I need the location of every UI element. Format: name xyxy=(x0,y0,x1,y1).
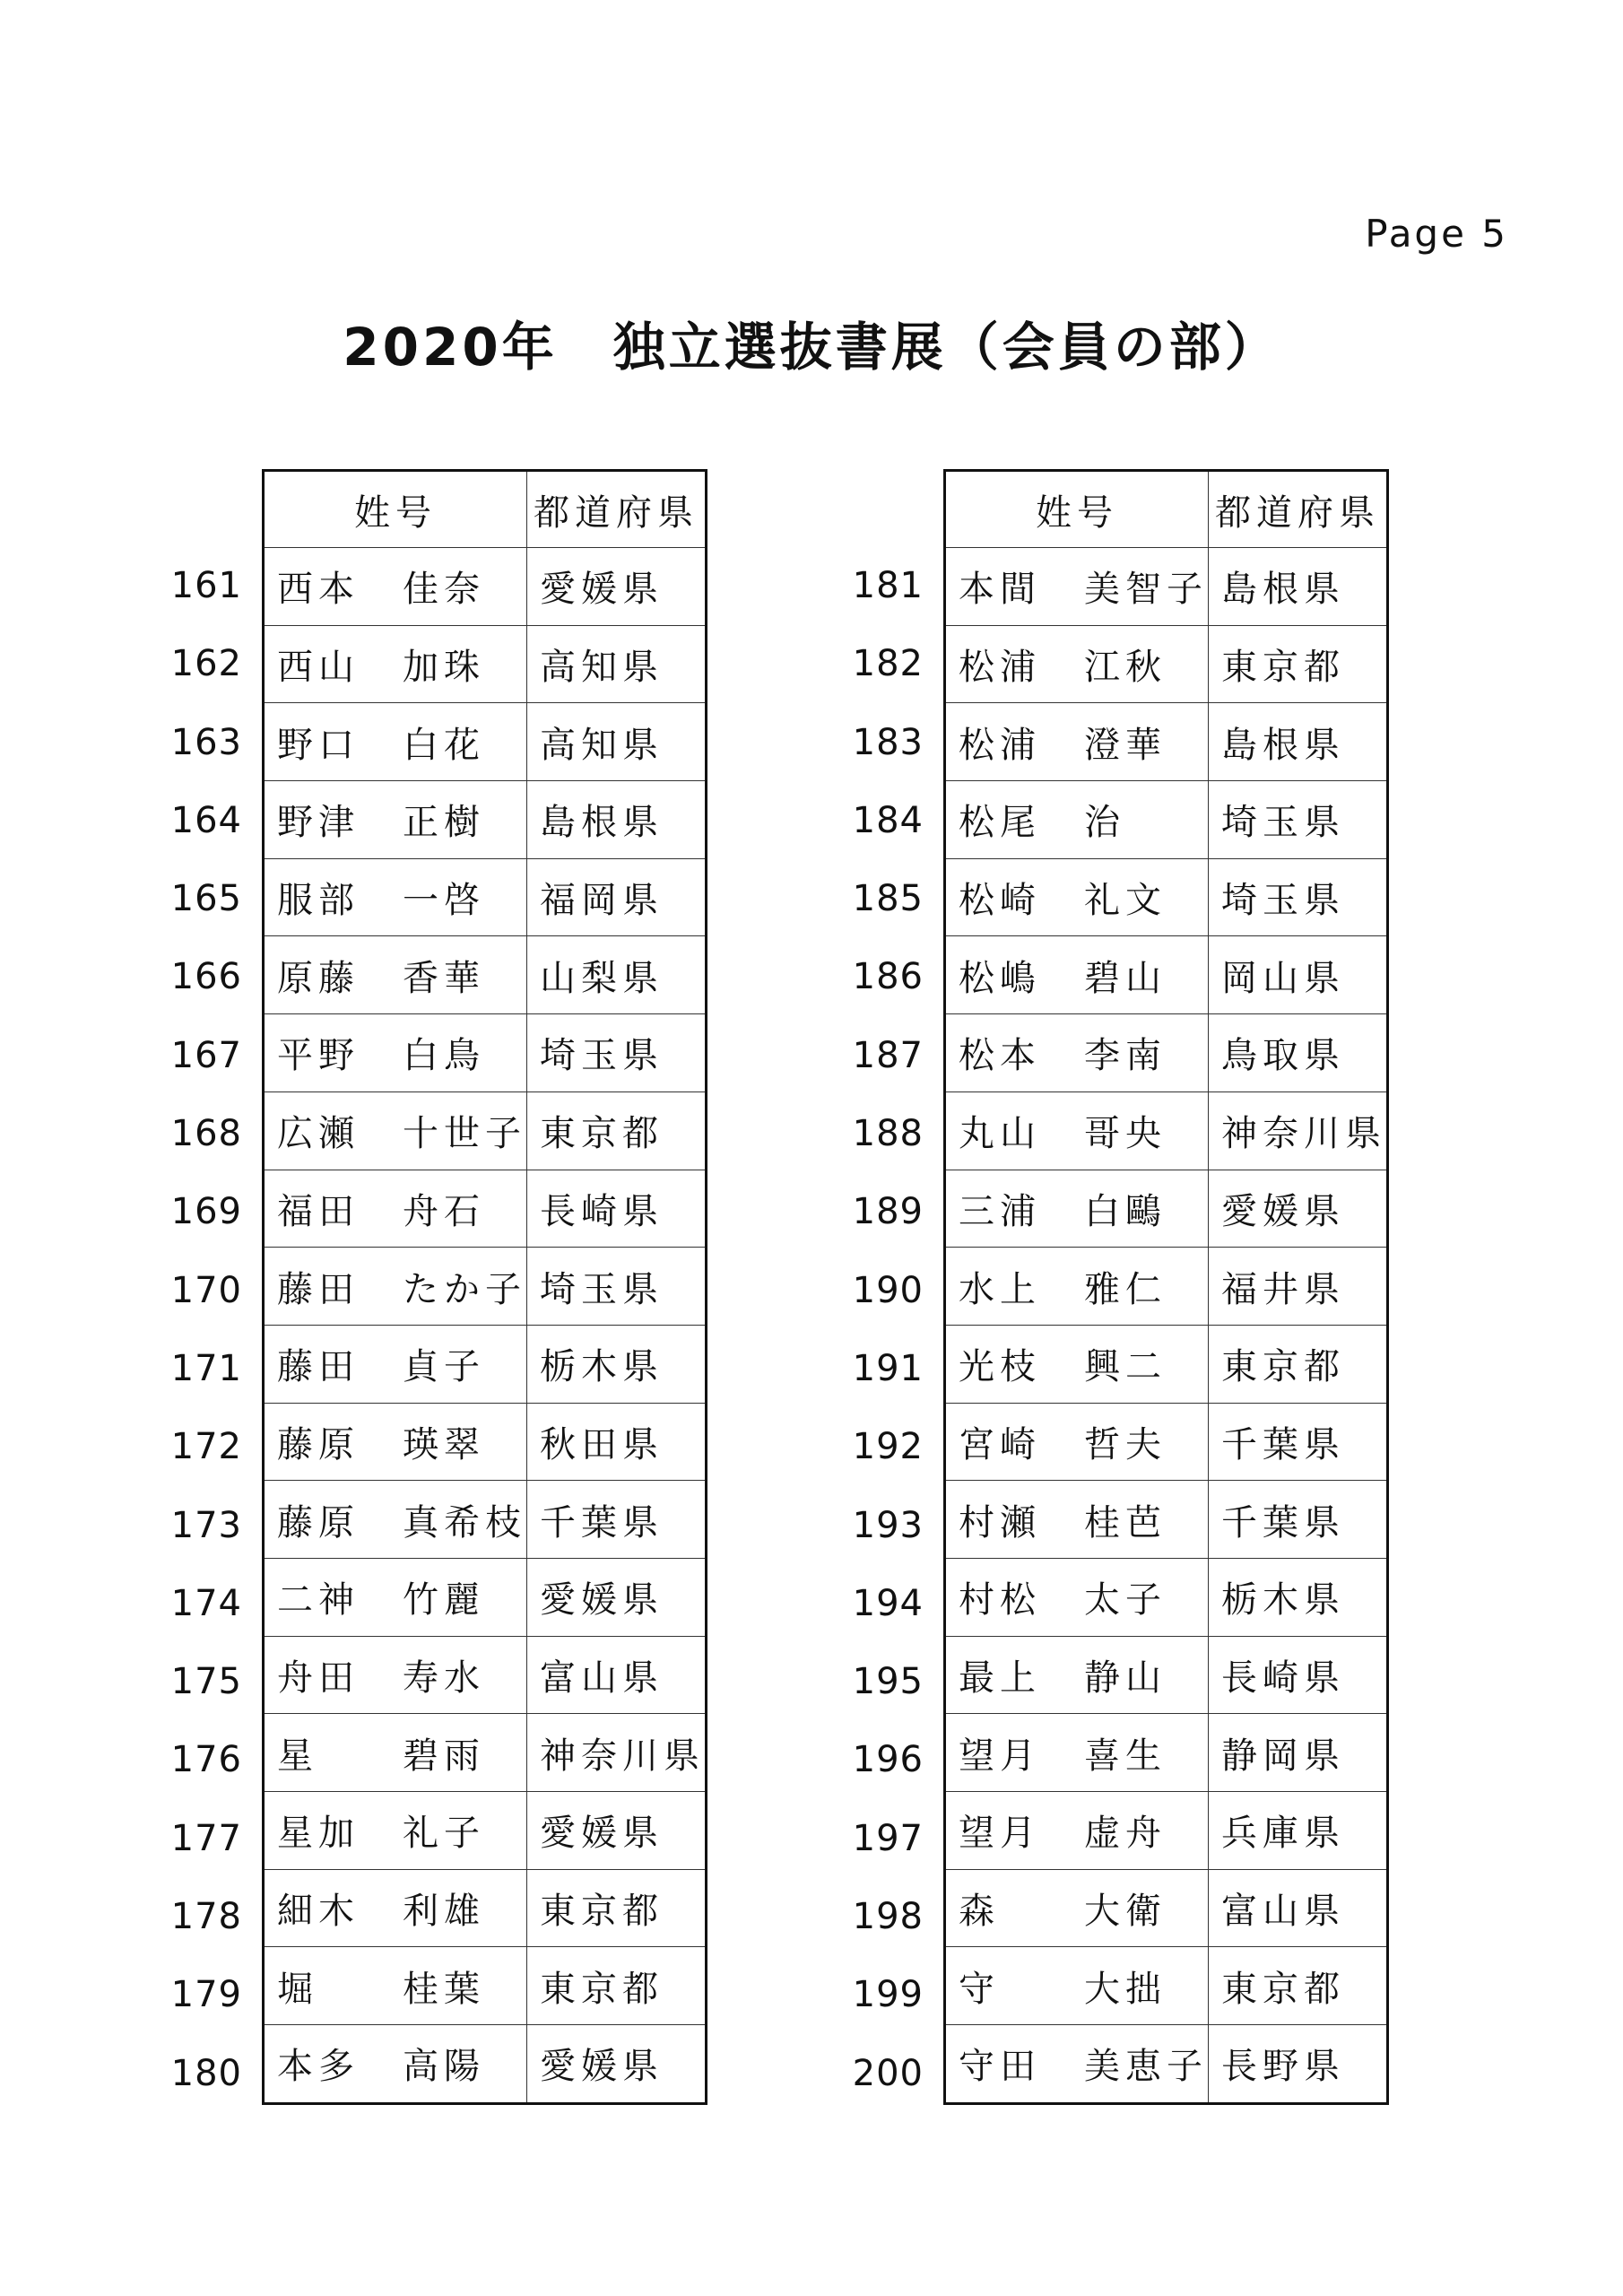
member-prefecture: 愛媛県 xyxy=(527,1792,707,1870)
member-name-cell xyxy=(264,548,527,626)
member-given-name: 李南 xyxy=(1084,1035,1167,1077)
member-name-cell xyxy=(945,858,1209,936)
table-row xyxy=(945,936,1388,1014)
entry-number: 191 xyxy=(852,1347,924,1389)
member-prefecture: 東京都 xyxy=(1209,1947,1388,2025)
member-given-name: 虚舟 xyxy=(1084,1813,1167,1855)
member-prefecture: 愛媛県 xyxy=(527,2025,707,2104)
member-given-name: 白鳥 xyxy=(403,1035,485,1077)
table-row xyxy=(945,1714,1388,1792)
table-row xyxy=(264,1170,707,1248)
entry-number: 194 xyxy=(852,1582,924,1624)
table-row xyxy=(945,703,1388,781)
entry-number: 198 xyxy=(852,1896,924,1938)
entry-number: 176 xyxy=(170,1739,242,1781)
member-name-cell xyxy=(945,1558,1209,1636)
member-surname: 細木 xyxy=(277,1891,360,1933)
table-row xyxy=(264,1014,707,1092)
member-given-name: 哥央 xyxy=(1084,1113,1167,1155)
entry-number: 165 xyxy=(170,878,242,920)
member-surname: 西本 xyxy=(277,569,360,611)
header-prefecture: 都道府県 xyxy=(527,471,707,548)
member-name-cell xyxy=(264,1091,527,1170)
header-name: 姓号 xyxy=(264,471,527,548)
member-prefecture: 埼玉県 xyxy=(1209,781,1388,859)
member-given-name: 白花 xyxy=(403,724,485,766)
member-name-cell xyxy=(264,1248,527,1326)
member-given-name: 竹麗 xyxy=(403,1579,485,1622)
member-prefecture: 東京都 xyxy=(527,1869,707,1947)
member-given-name: 喜生 xyxy=(1084,1735,1167,1777)
entry-number: 170 xyxy=(170,1269,242,1311)
member-name-cell xyxy=(264,703,527,781)
table-row xyxy=(945,1325,1388,1403)
member-given-name: 桂葉 xyxy=(403,1968,485,2010)
entry-number: 174 xyxy=(170,1582,242,1624)
member-name-cell xyxy=(264,1170,527,1248)
member-name-cell xyxy=(264,1014,527,1092)
entry-number: 177 xyxy=(170,1817,242,1859)
member-prefecture: 長崎県 xyxy=(527,1170,707,1248)
member-name-cell xyxy=(264,858,527,936)
table-row xyxy=(945,1947,1388,2025)
member-surname: 村瀬 xyxy=(959,1501,1041,1544)
member-name-cell xyxy=(945,548,1209,626)
member-surname: 藤田 xyxy=(277,1268,360,1310)
member-name-cell xyxy=(264,1558,527,1636)
table-row xyxy=(264,1947,707,2025)
header-name: 姓号 xyxy=(945,471,1209,548)
member-given-name: 澄華 xyxy=(1084,724,1167,766)
table-row xyxy=(264,1636,707,1714)
member-given-name: 寿水 xyxy=(403,1657,485,1699)
member-given-name: 利雄 xyxy=(403,1891,485,1933)
entry-number: 185 xyxy=(852,878,924,920)
member-given-name: たか子 xyxy=(403,1268,526,1310)
member-name-cell xyxy=(945,1325,1209,1403)
entry-number: 193 xyxy=(852,1504,924,1546)
member-prefecture: 福岡県 xyxy=(527,858,707,936)
member-given-name: 江秋 xyxy=(1084,647,1167,689)
entry-number: 182 xyxy=(852,643,924,685)
entry-number: 188 xyxy=(852,1113,924,1155)
member-prefecture: 富山県 xyxy=(1209,1869,1388,1947)
member-surname: 本間 xyxy=(959,569,1041,611)
member-name-cell xyxy=(945,1014,1209,1092)
table-header-row xyxy=(264,471,707,548)
member-name-cell xyxy=(264,1792,527,1870)
member-surname: 西山 xyxy=(277,647,360,689)
member-given-name: 静山 xyxy=(1084,1657,1167,1699)
member-prefecture: 栃木県 xyxy=(527,1325,707,1403)
table-row xyxy=(945,1091,1388,1170)
member-given-name: 桂芭 xyxy=(1084,1501,1167,1544)
table-row xyxy=(264,936,707,1014)
entry-number: 162 xyxy=(170,643,242,685)
member-prefecture: 神奈川県 xyxy=(527,1714,707,1792)
entry-number: 184 xyxy=(852,799,924,841)
entry-number: 172 xyxy=(170,1426,242,1468)
member-surname: 藤田 xyxy=(277,1346,360,1388)
table-header-row xyxy=(945,471,1388,548)
entry-number: 181 xyxy=(852,565,924,606)
table-row xyxy=(264,1558,707,1636)
table-row xyxy=(945,1481,1388,1559)
member-prefecture: 高知県 xyxy=(527,625,707,703)
header-prefecture: 都道府県 xyxy=(1209,471,1388,548)
member-given-name: 舟石 xyxy=(403,1190,485,1232)
table-row xyxy=(945,1792,1388,1870)
member-prefecture: 長野県 xyxy=(1209,2025,1388,2104)
table-row xyxy=(264,548,707,626)
member-surname: 森 xyxy=(959,1891,1000,1933)
table-row xyxy=(945,1636,1388,1714)
member-surname: 堀 xyxy=(277,1968,318,2010)
member-prefecture: 福井県 xyxy=(1209,1248,1388,1326)
member-surname: 宮崎 xyxy=(959,1423,1041,1465)
member-surname: 福田 xyxy=(277,1190,360,1232)
member-surname: 舟田 xyxy=(277,1657,360,1699)
entry-number: 179 xyxy=(170,1974,242,2016)
member-name-cell xyxy=(264,781,527,859)
entry-number: 171 xyxy=(170,1347,242,1389)
entry-number: 196 xyxy=(852,1739,924,1781)
member-prefecture: 埼玉県 xyxy=(527,1248,707,1326)
member-name-cell xyxy=(264,2025,527,2104)
member-prefecture: 埼玉県 xyxy=(527,1014,707,1092)
member-prefecture: 神奈川県 xyxy=(1209,1091,1388,1170)
table-row xyxy=(264,1403,707,1481)
member-given-name: 十世子 xyxy=(403,1113,526,1155)
table-row xyxy=(264,625,707,703)
member-given-name: 哲夫 xyxy=(1084,1423,1167,1465)
document-title: 2020年 独立選抜書展（会員の部） xyxy=(343,317,1280,378)
right-member-table xyxy=(943,469,1389,2105)
member-given-name: 大衛 xyxy=(1084,1891,1167,1933)
table-row xyxy=(264,858,707,936)
table-row xyxy=(264,781,707,859)
member-surname: 光枝 xyxy=(959,1346,1041,1388)
member-prefecture: 島根県 xyxy=(1209,548,1388,626)
member-prefecture: 愛媛県 xyxy=(527,548,707,626)
member-surname: 望月 xyxy=(959,1735,1041,1777)
table-row xyxy=(264,2025,707,2104)
table-row xyxy=(264,1714,707,1792)
table-row xyxy=(264,1325,707,1403)
member-prefecture: 千葉県 xyxy=(1209,1481,1388,1559)
member-prefecture: 長崎県 xyxy=(1209,1636,1388,1714)
member-surname: 野津 xyxy=(277,802,360,844)
member-name-cell xyxy=(264,1636,527,1714)
member-given-name: 礼文 xyxy=(1084,880,1167,922)
member-name-cell xyxy=(945,1248,1209,1326)
member-name-cell xyxy=(945,1714,1209,1792)
member-prefecture: 静岡県 xyxy=(1209,1714,1388,1792)
table-row xyxy=(264,703,707,781)
member-name-cell xyxy=(945,1947,1209,2025)
member-prefecture: 東京都 xyxy=(527,1947,707,2025)
left-entry-numbers xyxy=(143,547,242,2113)
member-surname: 藤原 xyxy=(277,1501,360,1544)
right-entry-numbers xyxy=(825,547,924,2113)
table-row xyxy=(264,1792,707,1870)
left-member-table xyxy=(262,469,707,2105)
member-given-name: 加珠 xyxy=(403,647,485,689)
member-surname: 藤原 xyxy=(277,1423,360,1465)
member-given-name: 瑛翠 xyxy=(403,1423,485,1465)
member-prefecture: 東京都 xyxy=(527,1091,707,1170)
member-surname: 松本 xyxy=(959,1035,1041,1077)
member-given-name: 大拙 xyxy=(1084,1968,1167,2010)
member-prefecture: 千葉県 xyxy=(527,1481,707,1559)
member-surname: 松浦 xyxy=(959,724,1041,766)
table-row xyxy=(945,1170,1388,1248)
member-given-name: 太子 xyxy=(1084,1579,1167,1622)
member-given-name: 香華 xyxy=(403,957,485,999)
entry-number: 192 xyxy=(852,1426,924,1468)
member-surname: 松嶋 xyxy=(959,957,1041,999)
member-name-cell xyxy=(945,1481,1209,1559)
table-row xyxy=(945,1869,1388,1947)
member-surname: 守田 xyxy=(959,2046,1041,2088)
member-given-name: 興二 xyxy=(1084,1346,1167,1388)
member-surname: 服部 xyxy=(277,880,360,922)
member-given-name: 碧雨 xyxy=(403,1735,485,1777)
entry-number: 169 xyxy=(170,1191,242,1233)
member-surname: 二神 xyxy=(277,1579,360,1622)
member-surname: 松崎 xyxy=(959,880,1041,922)
member-given-name: 佳奈 xyxy=(403,569,485,611)
member-surname: 松尾 xyxy=(959,802,1041,844)
member-name-cell xyxy=(945,1636,1209,1714)
entry-number: 195 xyxy=(852,1661,924,1703)
member-surname: 星加 xyxy=(277,1813,360,1855)
member-given-name: 白鷗 xyxy=(1084,1190,1167,1232)
member-name-cell xyxy=(264,1714,527,1792)
member-prefecture: 高知県 xyxy=(527,703,707,781)
member-surname: 星 xyxy=(277,1735,318,1777)
member-surname: 平野 xyxy=(277,1035,360,1077)
member-prefecture: 埼玉県 xyxy=(1209,858,1388,936)
member-given-name: 一啓 xyxy=(403,880,485,922)
page-number: Page 5 xyxy=(1365,212,1508,256)
member-name-cell xyxy=(264,1325,527,1403)
member-name-cell xyxy=(945,1869,1209,1947)
member-name-cell xyxy=(264,1869,527,1947)
member-surname: 広瀬 xyxy=(277,1113,360,1155)
member-surname: 守 xyxy=(959,1968,1000,2010)
member-name-cell xyxy=(945,781,1209,859)
table-row xyxy=(945,1558,1388,1636)
member-surname: 丸山 xyxy=(959,1113,1041,1155)
entry-number: 197 xyxy=(852,1817,924,1859)
table-row xyxy=(264,1248,707,1326)
member-given-name: 正樹 xyxy=(403,802,485,844)
table-row xyxy=(264,1869,707,1947)
member-prefecture: 鳥取県 xyxy=(1209,1014,1388,1092)
table-row xyxy=(945,1014,1388,1092)
entry-number: 161 xyxy=(170,565,242,606)
member-name-cell xyxy=(945,625,1209,703)
member-prefecture: 島根県 xyxy=(1209,703,1388,781)
entry-number: 167 xyxy=(170,1034,242,1076)
member-name-cell xyxy=(945,2025,1209,2104)
table-row xyxy=(945,625,1388,703)
member-surname: 望月 xyxy=(959,1813,1041,1855)
member-surname: 三浦 xyxy=(959,1190,1041,1232)
member-given-name: 貞子 xyxy=(403,1346,485,1388)
table-row xyxy=(945,858,1388,936)
entry-number: 189 xyxy=(852,1191,924,1233)
member-surname: 村松 xyxy=(959,1579,1041,1622)
entry-number: 186 xyxy=(852,956,924,998)
member-name-cell xyxy=(945,703,1209,781)
entry-number: 200 xyxy=(852,2052,924,2094)
member-name-cell xyxy=(945,936,1209,1014)
entry-number: 178 xyxy=(170,1896,242,1938)
member-name-cell xyxy=(264,936,527,1014)
table-row xyxy=(264,1091,707,1170)
member-surname: 本多 xyxy=(277,2046,360,2088)
entry-number: 187 xyxy=(852,1034,924,1076)
entry-number: 166 xyxy=(170,956,242,998)
member-given-name: 真希枝 xyxy=(403,1501,526,1544)
table-row xyxy=(945,2025,1388,2104)
member-given-name: 高陽 xyxy=(403,2046,485,2088)
member-given-name: 雅仁 xyxy=(1084,1268,1167,1310)
member-given-name: 治 xyxy=(1084,802,1125,844)
member-prefecture: 千葉県 xyxy=(1209,1403,1388,1481)
member-prefecture: 栃木県 xyxy=(1209,1558,1388,1636)
entry-number: 175 xyxy=(170,1661,242,1703)
entry-number: 199 xyxy=(852,1974,924,2016)
entry-number: 183 xyxy=(852,721,924,763)
entry-number: 164 xyxy=(170,799,242,841)
entry-number: 168 xyxy=(170,1113,242,1155)
member-surname: 野口 xyxy=(277,724,360,766)
member-name-cell xyxy=(945,1091,1209,1170)
table-row xyxy=(264,1481,707,1559)
member-given-name: 礼子 xyxy=(403,1813,485,1855)
member-name-cell xyxy=(945,1170,1209,1248)
table-row xyxy=(945,1403,1388,1481)
entry-number: 173 xyxy=(170,1504,242,1546)
member-prefecture: 山梨県 xyxy=(527,936,707,1014)
member-prefecture: 愛媛県 xyxy=(1209,1170,1388,1248)
member-surname: 原藤 xyxy=(277,957,360,999)
entry-number: 163 xyxy=(170,721,242,763)
member-given-name: 美智子 xyxy=(1084,569,1208,611)
member-prefecture: 富山県 xyxy=(527,1636,707,1714)
member-name-cell xyxy=(264,625,527,703)
member-name-cell xyxy=(264,1481,527,1559)
member-given-name: 美恵子 xyxy=(1084,2046,1208,2088)
member-prefecture: 兵庫県 xyxy=(1209,1792,1388,1870)
table-row xyxy=(945,548,1388,626)
member-name-cell xyxy=(264,1947,527,2025)
table-row xyxy=(945,781,1388,859)
member-surname: 最上 xyxy=(959,1657,1041,1699)
member-prefecture: 島根県 xyxy=(527,781,707,859)
member-prefecture: 東京都 xyxy=(1209,625,1388,703)
member-surname: 水上 xyxy=(959,1268,1041,1310)
member-prefecture: 秋田県 xyxy=(527,1403,707,1481)
member-prefecture: 岡山県 xyxy=(1209,936,1388,1014)
member-name-cell xyxy=(945,1792,1209,1870)
member-prefecture: 愛媛県 xyxy=(527,1558,707,1636)
entry-number: 180 xyxy=(170,2052,242,2094)
member-given-name: 碧山 xyxy=(1084,957,1167,999)
member-prefecture: 東京都 xyxy=(1209,1325,1388,1403)
member-name-cell xyxy=(945,1403,1209,1481)
member-surname: 松浦 xyxy=(959,647,1041,689)
table-row xyxy=(945,1248,1388,1326)
entry-number: 190 xyxy=(852,1269,924,1311)
member-name-cell xyxy=(264,1403,527,1481)
